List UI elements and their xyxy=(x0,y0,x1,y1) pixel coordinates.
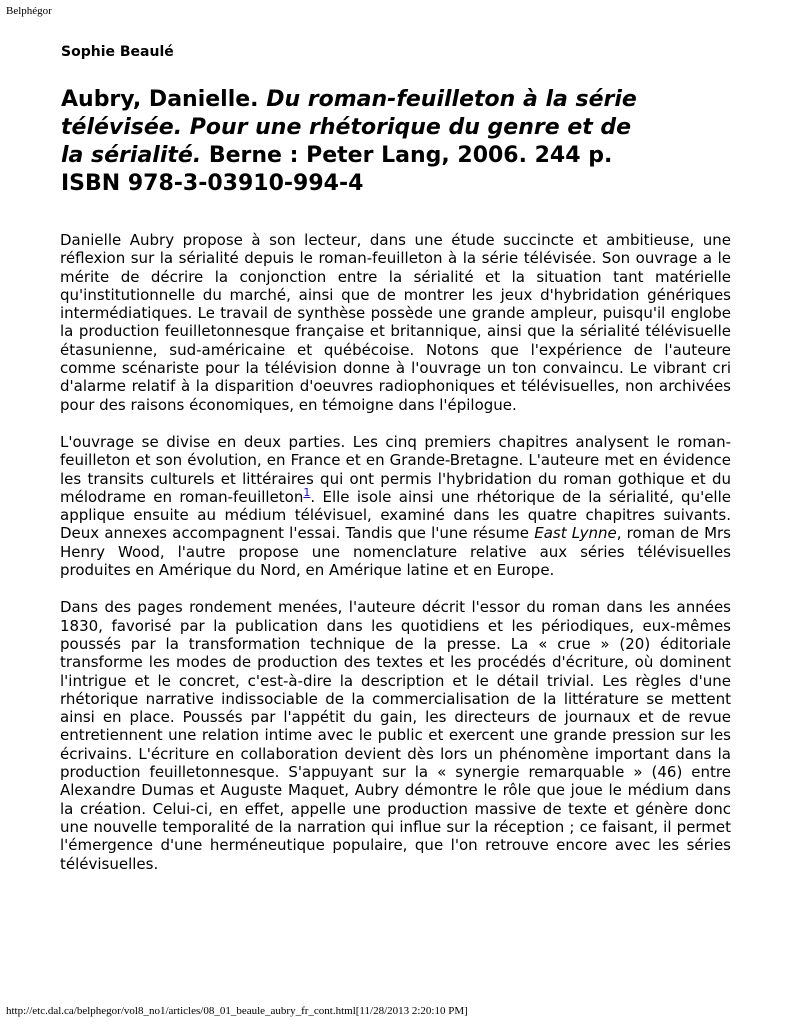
book-title-italic: Du roman-feuilleton à la série télévisée. Pour une rhétorique du genre et de la sérialité. xyxy=(61,87,637,168)
book-citation-title xyxy=(61,86,641,198)
paragraph-3: Dans des pages rondement menées, l'auteure décrit l'essor du roman dans les années 1830, favorisé par la publication dans les quotidiens et les périodiques, eux-mêmes poussés par la transformation technique de la presse. La « crue » (20) éditoriale transforme les modes de production des textes et les procédés d'écriture, où dominent l'intrigue et le concret, c'est-à-dire la description et le détail trivial. Les règles d'une rhétorique narrative indissociable de la commercialisation de la littérature se mettent ainsi en place. Poussés par l'appétit du gain, les directeurs de journaux et de revue entretiennent une relation intime avec le public et exercent une grande pression sur les écrivains. L'écriture en collaboration devient dès lors un phénomène important dans la production feuilletonnesque. S'appuyant sur la « synergie remarquable » (46) entre Alexandre Dumas et Auguste Maquet, Aubry démontre le rôle que joue le médium dans la création. Celui-ci, en effet, appelle une production massive de texte et génère donc une nouvelle temporalité de la narration qui influe sur la réception ; ce faisant, il permet l'émergence d'une herméneutique populaire, que l'on retrouve encore avec les séries télévisuelles. xyxy=(60,598,731,873)
east-lynne-title: East Lynne xyxy=(534,524,617,543)
paragraph-2-part-a: L'ouvrage se divise en deux parties. Les cinq premiers chapitres analysent le roman-feuilleton et son évolution, en France et en Grande-Bretagne. L'auteure met en évidence les transits culturels et littéraires qui ont permis l'hybridation du roman gothique et du mélodrame en roman-feuilleton xyxy=(60,432,731,506)
paragraph-2-part-c: , roman de Mrs Henry Wood, l'autre propose une nomenclature relative aux séries télévisuelles produites en Amérique du Nord, en Amérique latine et en Europe. xyxy=(60,524,731,580)
book-publication-info: Berne : Peter Lang, 2006. 244 p. ISBN 978-3-03910-994-4 xyxy=(61,143,613,196)
review-author: Sophie Beaulé xyxy=(61,44,174,60)
print-header-site-name: Belphégor xyxy=(6,5,52,17)
review-body xyxy=(60,231,731,892)
paragraph-1: Danielle Aubry propose à son lecteur, dans une étude succincte et ambitieuse, une réflexion sur la sérialité depuis le roman-feuilleton à la série télévisée. Son ouvrage a le mérite de décrire la conjonction entre la sérialité et la situation tant matérielle qu'institutionnelle du marché, ainsi que de montrer les jeux d'hybridation génériques intermédiatiques. Le travail de synthèse possède une grande ampleur, puisqu'il englobe la production feuilletonnesque française et britannique, ainsi que la sérialité télévisuelle étasunienne, sud-américaine et québécoise. Notons que l'expérience de l'auteure comme scénariste pour la télévision donne à l'ouvrage un ton convaincu. Le vibrant cri d'alarme relatif à la disparition d'oeuvres radiophoniques et télévisuelles, non archivées pour des raisons économiques, en témoigne dans l'épilogue. xyxy=(60,231,731,414)
paragraph-2-part-b: . Elle isole ainsi une rhétorique de la sérialité, qu'elle applique ensuite au médium télévisuel, examiné dans les quatre chapitres suivants. Deux annexes accompagnent l'essai. Tandis que l'une résume xyxy=(60,487,731,543)
book-author: Aubry, Danielle. xyxy=(61,87,259,112)
paragraph-2 xyxy=(60,433,731,579)
footnote-link-1[interactable]: 1 xyxy=(303,485,311,499)
print-footer-url: http://etc.dal.ca/belphegor/vol8_no1/articles/08_01_beaule_aubry_fr_cont.html[11/28/2013 2:20:10 PM] xyxy=(6,1005,468,1017)
